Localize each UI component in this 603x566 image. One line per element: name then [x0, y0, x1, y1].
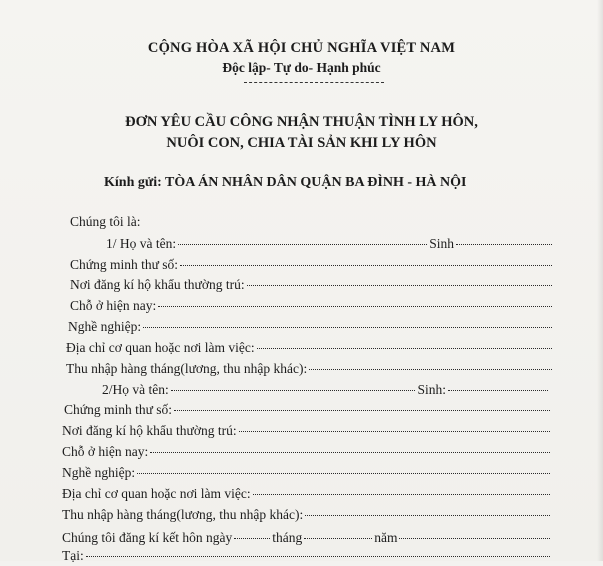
- person1-address-label: Chỗ ở hiện nay:: [70, 298, 157, 313]
- person1-name-field[interactable]: [178, 244, 427, 245]
- person1-income-label: Thu nhập hàng tháng(lương, thu nhập khác):: [66, 361, 308, 376]
- person1-id-field[interactable]: [180, 265, 552, 266]
- person2-name-label: 2/Họ và tên:: [102, 382, 169, 397]
- person1-occupation-field[interactable]: [143, 327, 552, 328]
- person1-occupation-row: [68, 319, 554, 337]
- person2-id-field[interactable]: [174, 410, 550, 411]
- person1-id-row: [70, 257, 554, 275]
- person2-id-label: Chứng minh thư số:: [64, 402, 173, 417]
- marriage-registered-label: Chúng tôi đăng kí kết hôn ngày: [62, 530, 233, 545]
- marriage-place-row: [62, 548, 552, 566]
- page-edge-shadow: [597, 0, 603, 561]
- intro-label: Chúng tôi là:: [70, 214, 141, 229]
- person2-birth-field[interactable]: [448, 390, 548, 391]
- person1-name-label: 1/ Họ và tên:: [106, 236, 177, 251]
- person2-name-row: [102, 382, 550, 400]
- person1-workplace-label: Địa chỉ cơ quan hoặc nơi làm việc:: [66, 340, 255, 355]
- person1-income-field[interactable]: [309, 369, 552, 370]
- national-title: CỘNG HÒA XÃ HỘI CHỦ NGHĨA VIỆT NAM: [147, 40, 456, 56]
- person2-residence-field[interactable]: [239, 431, 550, 432]
- person2-residence-label: Nơi đăng kí hộ khẩu thường trú:: [62, 423, 237, 438]
- person2-birth-label: Sinh:: [417, 382, 446, 397]
- marriage-place-label: Tại:: [62, 548, 84, 563]
- person1-birth-label: Sinh: [429, 236, 454, 251]
- person2-income-label: Thu nhập hàng tháng(lương, thu nhập khác):: [62, 507, 304, 522]
- marriage-day-field[interactable]: [234, 538, 270, 539]
- marriage-place-field[interactable]: [86, 556, 550, 557]
- person1-address-row: [70, 298, 554, 316]
- person1-workplace-row: [66, 340, 554, 358]
- person1-residence-field[interactable]: [247, 285, 552, 286]
- marriage-month-label: tháng: [272, 530, 303, 545]
- person2-occupation-label: Nghề nghiệp:: [62, 465, 136, 480]
- person2-workplace-row: [62, 486, 552, 504]
- person2-id-row: [64, 402, 552, 420]
- person1-residence-label: Nơi đăng kí hộ khẩu thường trú:: [70, 277, 245, 292]
- header-divider: [244, 82, 384, 83]
- person2-name-field[interactable]: [171, 390, 416, 391]
- person2-workplace-label: Địa chỉ cơ quan hoặc nơi làm việc:: [62, 486, 251, 501]
- person2-income-row: [62, 507, 552, 525]
- recipient-line: Kính gửi: TÒA ÁN NHÂN DÂN QUẬN BA ĐÌNH - HÀ NỘI: [104, 175, 467, 190]
- national-motto: Độc lập- Tự do- Hạnh phúc: [222, 60, 381, 75]
- document-title-line1: ĐƠN YÊU CẦU CÔNG NHẬN THUẬN TÌNH LY HÔN,: [125, 114, 478, 130]
- person2-occupation-row: [62, 465, 552, 483]
- marriage-year-field[interactable]: [399, 538, 550, 539]
- person2-address-row: [62, 444, 552, 462]
- person2-residence-row: [62, 423, 552, 441]
- person2-workplace-field[interactable]: [253, 494, 550, 495]
- person2-address-label: Chỗ ở hiện nay:: [62, 444, 149, 459]
- person1-id-label: Chứng minh thư số:: [70, 257, 179, 272]
- document-title-line2: NUÔI CON, CHIA TÀI SẢN KHI LY HÔN: [166, 135, 437, 151]
- person1-income-row: [66, 361, 554, 379]
- person1-name-row: [106, 236, 554, 254]
- person1-birth-field[interactable]: [456, 244, 552, 245]
- person1-address-field[interactable]: [158, 306, 552, 307]
- intro-row: [70, 214, 141, 232]
- person1-residence-row: [70, 277, 554, 295]
- person2-income-field[interactable]: [305, 515, 550, 516]
- marriage-date-row: [62, 530, 552, 548]
- person1-occupation-label: Nghề nghiệp:: [68, 319, 142, 334]
- person2-occupation-field[interactable]: [137, 473, 550, 474]
- person2-address-field[interactable]: [150, 452, 550, 453]
- marriage-year-label: năm: [374, 530, 398, 545]
- marriage-month-field[interactable]: [304, 538, 372, 539]
- person1-workplace-field[interactable]: [257, 348, 552, 349]
